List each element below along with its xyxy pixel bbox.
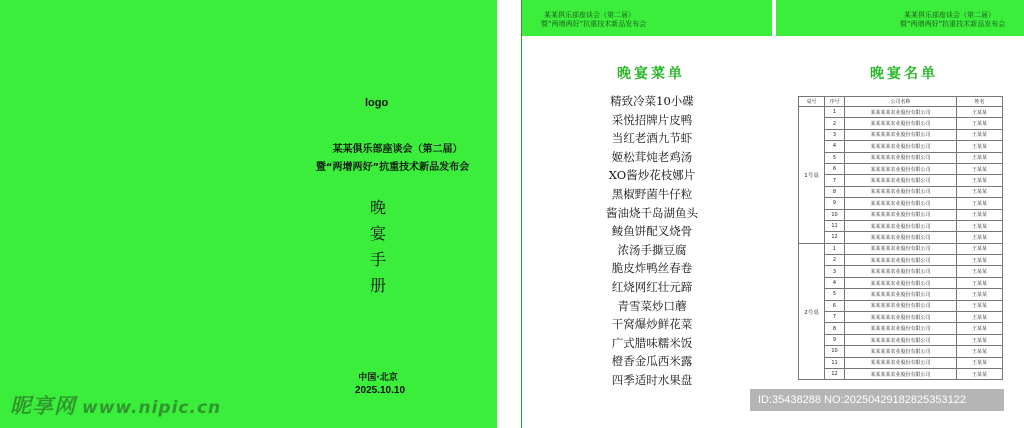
company-cell: 某某某某农业股份有限公司: [845, 232, 957, 243]
company-cell: 某某某某农业股份有限公司: [845, 243, 957, 254]
menu-item: 四季适时水果盘: [611, 372, 693, 387]
seq-cell: 2: [825, 118, 845, 129]
guest-table-wrap: [798, 96, 1002, 380]
header-seq: 序号: [825, 97, 845, 107]
menu-item: XO酱炒花枝娜片: [608, 168, 696, 183]
header-line1: 某某俱乐部座谈会（第二届）: [904, 11, 995, 19]
image-id-bar: ID:35438288 NO:20250429182825353122: [750, 389, 1004, 411]
table-row: [799, 255, 1003, 266]
seq-cell: 6: [825, 163, 845, 174]
menu-item: 浓汤手撕豆腐: [617, 242, 687, 257]
name-cell: 王某某: [957, 220, 1003, 231]
company-cell: 某某某某农业股份有限公司: [845, 346, 957, 357]
seq-cell: 12: [825, 232, 845, 243]
header-line1: 某某俱乐部座谈会（第二届）: [544, 11, 635, 19]
company-cell: 某某某某农业股份有限公司: [845, 368, 957, 379]
name-cell: 王某某: [957, 175, 1003, 186]
company-cell: 某某某某农业股份有限公司: [845, 255, 957, 266]
name-cell: 王某某: [957, 232, 1003, 243]
company-cell: 某某某某农业股份有限公司: [845, 334, 957, 345]
table-row: [799, 357, 1003, 368]
header-company: 公司名称: [845, 97, 957, 107]
seq-cell: 3: [825, 129, 845, 140]
seq-cell: 3: [825, 266, 845, 277]
guest-table-body: [799, 107, 1003, 380]
company-cell: 某某某某农业股份有限公司: [845, 129, 957, 140]
table-number-cell: 2号桌: [799, 243, 825, 380]
name-cell: 王某某: [957, 368, 1003, 379]
seq-cell: 10: [825, 209, 845, 220]
seq-cell: 10: [825, 346, 845, 357]
seq-cell: 9: [825, 334, 845, 345]
menu-item: 酱油烧千岛湖鱼头: [606, 205, 698, 220]
name-cell: 王某某: [957, 334, 1003, 345]
name-cell: 王某某: [957, 152, 1003, 163]
menu-item: 精致冷菜10小碟: [610, 94, 694, 108]
watermark-text: 昵享网: [10, 394, 76, 418]
menu-item: 鲮鱼饼配叉烧骨: [611, 224, 693, 239]
table-row: [799, 334, 1003, 345]
company-cell: 某某某某农业股份有限公司: [845, 323, 957, 334]
menu-item: 黑椒野菌牛仔粒: [611, 186, 693, 201]
table-row: [799, 346, 1003, 357]
watermark: [10, 390, 221, 420]
company-cell: 某某某某农业股份有限公司: [845, 198, 957, 209]
company-cell: 某某某某农业股份有限公司: [845, 141, 957, 152]
table-row: [799, 129, 1003, 140]
name-cell: 王某某: [957, 289, 1003, 300]
company-cell: 某某某某农业股份有限公司: [845, 277, 957, 288]
table-row: [799, 300, 1003, 311]
seq-cell: 5: [825, 152, 845, 163]
table-row: [799, 312, 1003, 323]
menu-item: 广式腊味糯米饭: [611, 335, 693, 350]
menu-item: 干窝爆炒鲜花菜: [611, 317, 693, 332]
cover-vertical-char: 手: [369, 250, 386, 269]
company-cell: 某某某某农业股份有限公司: [845, 266, 957, 277]
table-row: [799, 107, 1003, 118]
seq-cell: 1: [825, 107, 845, 118]
table-row: [799, 323, 1003, 334]
seq-cell: 11: [825, 357, 845, 368]
cover-logo: logo: [365, 97, 389, 109]
menu-item: 橙香金瓜西米露: [611, 354, 693, 369]
header-table-no: 桌号: [799, 97, 825, 107]
watermark-url: www.nipic.cn: [82, 398, 222, 418]
company-cell: 某某某某农业股份有限公司: [845, 209, 957, 220]
header-band-left: [522, 0, 772, 36]
inner-pages: [521, 0, 1024, 428]
menu-item: 当红老酒九节虾: [611, 131, 693, 146]
name-cell: 王某某: [957, 243, 1003, 254]
name-cell: 王某某: [957, 198, 1003, 209]
table-row: [799, 220, 1003, 231]
table-row: [799, 209, 1003, 220]
name-cell: 王某某: [957, 129, 1003, 140]
company-cell: 某某某某农业股份有限公司: [845, 220, 957, 231]
company-cell: 某某某某农业股份有限公司: [845, 107, 957, 118]
table-row: [799, 232, 1003, 243]
table-row: [799, 163, 1003, 174]
table-row: [799, 277, 1003, 288]
seq-cell: 7: [825, 312, 845, 323]
seq-cell: 8: [825, 323, 845, 334]
company-cell: 某某某某农业股份有限公司: [845, 118, 957, 129]
header-line2: 暨“两增两好”抗重技术新品发布会: [900, 20, 1006, 28]
seq-cell: 11: [825, 220, 845, 231]
cover-place: 中国·北京: [358, 373, 398, 383]
company-cell: 某某某某农业股份有限公司: [845, 175, 957, 186]
company-cell: 某某某某农业股份有限公司: [845, 312, 957, 323]
seq-cell: 9: [825, 198, 845, 209]
table-row: [799, 243, 1003, 254]
cover-title-line1: 某某俱乐部座谈会（第二届）: [332, 144, 463, 155]
seq-cell: 1: [825, 243, 845, 254]
header-band-right: [776, 0, 1024, 36]
table-row: [799, 118, 1003, 129]
seq-cell: 2: [825, 255, 845, 266]
seq-cell: 7: [825, 175, 845, 186]
seq-cell: 12: [825, 368, 845, 379]
name-cell: 王某某: [957, 266, 1003, 277]
table-row: [799, 141, 1003, 152]
guest-table: [798, 96, 1003, 380]
name-cell: 王某某: [957, 107, 1003, 118]
company-cell: 某某某某农业股份有限公司: [845, 186, 957, 197]
company-cell: 某某某某农业股份有限公司: [845, 357, 957, 368]
menu-item: 青雪菜炒口蘑: [617, 298, 687, 313]
header-line2: 暨“两增两好”抗重技术新品发布会: [541, 20, 647, 28]
cover-page: [0, 0, 497, 428]
menu-title: 晚宴菜单: [617, 66, 685, 82]
name-cell: 王某某: [957, 277, 1003, 288]
table-row: [799, 266, 1003, 277]
seq-cell: 6: [825, 300, 845, 311]
name-cell: 王某某: [957, 141, 1003, 152]
seq-cell: 4: [825, 141, 845, 152]
name-cell: 王某某: [957, 300, 1003, 311]
name-cell: 王某某: [957, 163, 1003, 174]
company-cell: 某某某某农业股份有限公司: [845, 152, 957, 163]
name-cell: 王某某: [957, 118, 1003, 129]
menu-item: 脆皮炸鸭丝春卷: [611, 261, 693, 276]
menu-item: 红烧网红壮元蹄: [611, 279, 693, 294]
name-cell: 王某某: [957, 346, 1003, 357]
table-row: [799, 186, 1003, 197]
table-row: [799, 152, 1003, 163]
guest-list-title: 晚宴名单: [870, 66, 938, 82]
seq-cell: 5: [825, 289, 845, 300]
cover-title-line2: 暨“两增两好”抗重技术新品发布会: [315, 162, 470, 173]
company-cell: 某某某某农业股份有限公司: [845, 300, 957, 311]
name-cell: 王某某: [957, 312, 1003, 323]
cover-vertical-title: [366, 195, 390, 299]
table-row: [799, 198, 1003, 209]
table-header-row: [799, 97, 1003, 107]
name-cell: 王某某: [957, 255, 1003, 266]
table-number-cell: 1号桌: [799, 107, 825, 244]
seq-cell: 4: [825, 277, 845, 288]
name-cell: 王某某: [957, 357, 1003, 368]
seq-cell: 8: [825, 186, 845, 197]
cover-vertical-char: 晚: [369, 198, 386, 217]
company-cell: 某某某某农业股份有限公司: [845, 163, 957, 174]
table-row: [799, 175, 1003, 186]
table-row: [799, 289, 1003, 300]
name-cell: 王某某: [957, 186, 1003, 197]
cover-date: 2025.10.10: [354, 385, 406, 396]
header-name: 姓名: [957, 97, 1003, 107]
cover-vertical-char: 册: [369, 276, 386, 295]
name-cell: 王某某: [957, 323, 1003, 334]
menu-item: 采悦招牌片皮鸭: [611, 112, 693, 127]
table-row: [799, 368, 1003, 379]
company-cell: 某某某某农业股份有限公司: [845, 289, 957, 300]
cover-vertical-char: 宴: [369, 224, 386, 243]
menu-list: [562, 92, 742, 390]
name-cell: 王某某: [957, 209, 1003, 220]
menu-item: 姬松茸炖老鸡汤: [611, 149, 693, 164]
